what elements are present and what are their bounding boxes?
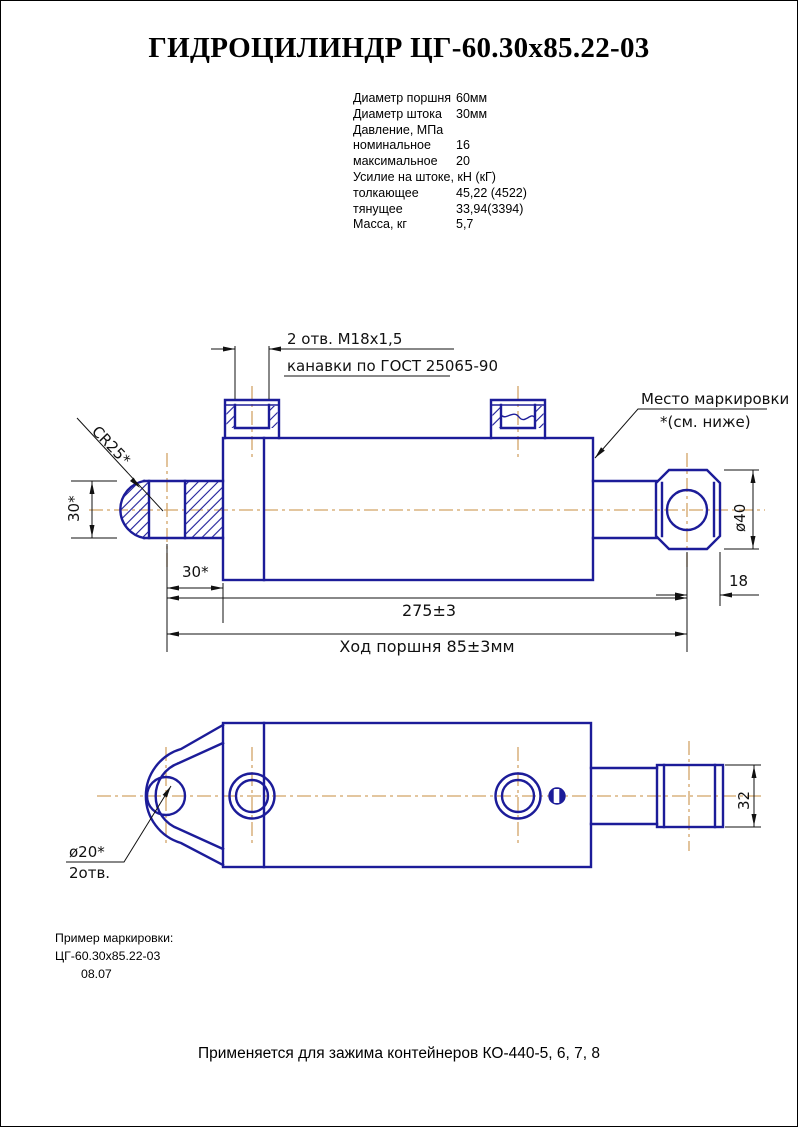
cylinder-body [223, 438, 593, 580]
dim-rod-end-dia: ø40 [731, 503, 749, 532]
dim-eye-od: 30* [65, 495, 83, 522]
spec-row: номинальное 16 [353, 138, 470, 153]
note-ports-line2: канавки по ГОСТ 25065-90 [287, 357, 498, 375]
main-view [65, 330, 789, 656]
marking-example-code: ЦГ-60.30х85.22-03 [55, 949, 161, 963]
dim-eye-length: 30* [182, 563, 209, 581]
spec-row: Усилие на штоке, кН (кГ) [353, 169, 496, 184]
top-view [66, 723, 763, 882]
port1-hatch [270, 406, 278, 428]
port2-hatch [493, 406, 501, 428]
note-marking-line1: Место маркировки [641, 390, 790, 408]
note-marking-line2: *(см. ниже) [660, 413, 751, 431]
port2-hatch [536, 406, 544, 428]
dim-overall-length: 275±3 [401, 601, 457, 620]
application-note: Применяется для зажима контейнеров КО-440-5, 6, 7, 8 [198, 1045, 600, 1062]
clevis-eye [146, 725, 223, 865]
marking-example-caption: Пример маркировки: [55, 931, 174, 945]
spec-row: максимальное 20 [353, 154, 470, 169]
main-view-dimensions [65, 330, 789, 656]
spec-row: толкающее 45,22 (4522) [353, 185, 527, 200]
plug-screw [549, 788, 565, 804]
marking-example [55, 929, 173, 983]
spec-row: Диаметр поршня 60мм [353, 91, 488, 105]
port1-hatch [227, 406, 235, 428]
eye-section-hatch [185, 481, 223, 538]
marking-example-date: 08.07 [81, 967, 112, 981]
page-title: ГИДРОЦИЛИНДР ЦГ-60.30х85.22-03 [148, 32, 650, 64]
spec-row: тянущее 33,94(3394) [353, 201, 524, 216]
spec-row: Давление, МПа [353, 122, 444, 137]
dim-rod-end-width: 32 [735, 790, 753, 810]
dim-sphere-radius: CR25* [88, 422, 135, 469]
cylinder-body [223, 723, 591, 867]
note-ports-line1: 2 отв. М18х1,5 [287, 330, 403, 348]
dim-pin-hole-count: 2отв. [69, 864, 111, 882]
dim-rod-end-offset: 18 [729, 572, 749, 590]
dim-pin-hole-dia: ø20* [69, 843, 105, 861]
dim-stroke: Ход поршня 85±3мм [339, 637, 515, 656]
eye-section-hatch [120, 481, 149, 538]
spec-row: Масса, кг 5,7 [353, 217, 474, 232]
spec-row: Диаметр штока 30мм [353, 106, 488, 121]
